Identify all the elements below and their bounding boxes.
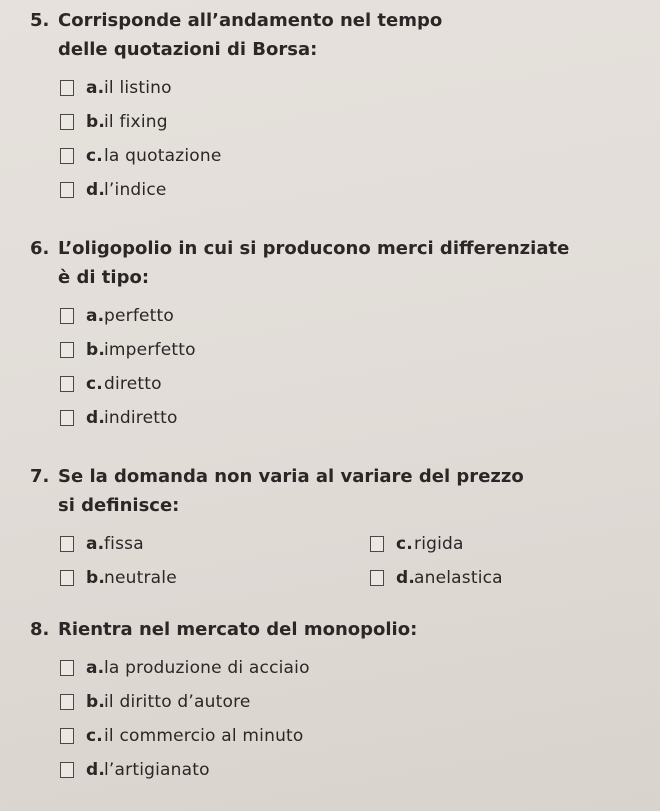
option-text: fissa	[104, 534, 144, 554]
option-7d[interactable]	[370, 568, 503, 588]
options-list	[30, 651, 640, 787]
checkbox[interactable]	[60, 80, 74, 96]
option-5c[interactable]	[60, 146, 221, 166]
option-text: imperfetto	[104, 340, 196, 360]
option-text: diretto	[104, 374, 162, 394]
option-text: il diritto d’autore	[104, 692, 251, 712]
question-7	[30, 462, 640, 595]
option-label: b.	[86, 692, 106, 712]
checkbox[interactable]	[60, 376, 74, 392]
question-number: 5.	[30, 10, 50, 31]
option-label: b.	[86, 340, 106, 360]
question-text-line-1: Se la domanda non varia al variare del prezzo	[58, 466, 524, 487]
checkbox[interactable]	[60, 114, 74, 130]
option-label: b.	[86, 112, 106, 132]
option-6d[interactable]	[60, 408, 178, 428]
option-6a[interactable]	[60, 306, 174, 326]
question-title	[30, 462, 640, 520]
option-5b[interactable]	[60, 112, 168, 132]
question-6	[30, 234, 640, 435]
option-text: perfetto	[104, 306, 175, 326]
option-text: rigida	[414, 534, 464, 554]
question-8	[30, 615, 640, 787]
question-text-line-1: Rientra nel mercato del monopolio:	[58, 619, 418, 640]
question-text-line-1: L’oligopolio in cui si producono merci differenziate	[58, 238, 570, 259]
option-text: l’artigianato	[104, 760, 210, 780]
checkbox[interactable]	[60, 570, 74, 586]
option-5a[interactable]	[60, 78, 172, 98]
option-8a[interactable]	[60, 658, 310, 678]
option-text: il listino	[104, 78, 172, 98]
question-number: 7.	[30, 466, 50, 487]
question-5	[30, 6, 640, 207]
option-6b[interactable]	[60, 340, 196, 360]
option-label: d.	[86, 760, 106, 780]
question-title	[30, 234, 640, 292]
option-text: l’indice	[104, 180, 167, 200]
option-label: d.	[86, 180, 106, 200]
checkbox[interactable]	[60, 536, 74, 552]
option-label: c.	[86, 146, 103, 166]
options-list	[30, 299, 640, 435]
option-text: neutrale	[104, 568, 177, 588]
option-label: c.	[86, 374, 103, 394]
question-text-line-2: si definisce:	[58, 495, 180, 516]
checkbox[interactable]	[60, 342, 74, 358]
checkbox[interactable]	[60, 308, 74, 324]
option-label: a.	[86, 534, 105, 554]
option-label: d.	[396, 568, 416, 588]
option-text: il commercio al minuto	[104, 726, 304, 746]
checkbox[interactable]	[60, 762, 74, 778]
checkbox[interactable]	[60, 148, 74, 164]
option-7a[interactable]	[60, 534, 370, 554]
option-label: a.	[86, 306, 105, 326]
options-list	[30, 527, 640, 595]
question-text-line-2: è di tipo:	[58, 267, 150, 288]
question-number: 6.	[30, 238, 50, 259]
option-label: b.	[86, 568, 106, 588]
option-label: a.	[86, 658, 105, 678]
options-list	[30, 71, 640, 207]
option-text: anelastica	[414, 568, 503, 588]
option-text: indiretto	[104, 408, 178, 428]
question-title	[30, 615, 640, 644]
option-7c[interactable]	[370, 534, 464, 554]
question-title	[30, 6, 640, 64]
question-number: 8.	[30, 619, 50, 640]
option-8c[interactable]	[60, 726, 304, 746]
checkbox[interactable]	[60, 660, 74, 676]
option-text: la quotazione	[104, 146, 222, 166]
option-label: d.	[86, 408, 106, 428]
question-text-line-2: delle quotazioni di Borsa:	[58, 39, 318, 60]
checkbox[interactable]	[60, 410, 74, 426]
option-label: c.	[86, 726, 103, 746]
option-7b[interactable]	[60, 568, 370, 588]
option-8d[interactable]	[60, 760, 210, 780]
checkbox[interactable]	[60, 182, 74, 198]
option-text: il fixing	[104, 112, 168, 132]
option-6c[interactable]	[60, 374, 162, 394]
option-text: la produzione di acciaio	[104, 658, 310, 678]
question-text-line-1: Corrisponde all’andamento nel tempo	[58, 10, 443, 31]
checkbox[interactable]	[60, 728, 74, 744]
checkbox[interactable]	[370, 570, 384, 586]
checkbox[interactable]	[370, 536, 384, 552]
option-8b[interactable]	[60, 692, 251, 712]
option-label: a.	[86, 78, 105, 98]
option-label: c.	[396, 534, 413, 554]
checkbox[interactable]	[60, 694, 74, 710]
option-5d[interactable]	[60, 180, 167, 200]
